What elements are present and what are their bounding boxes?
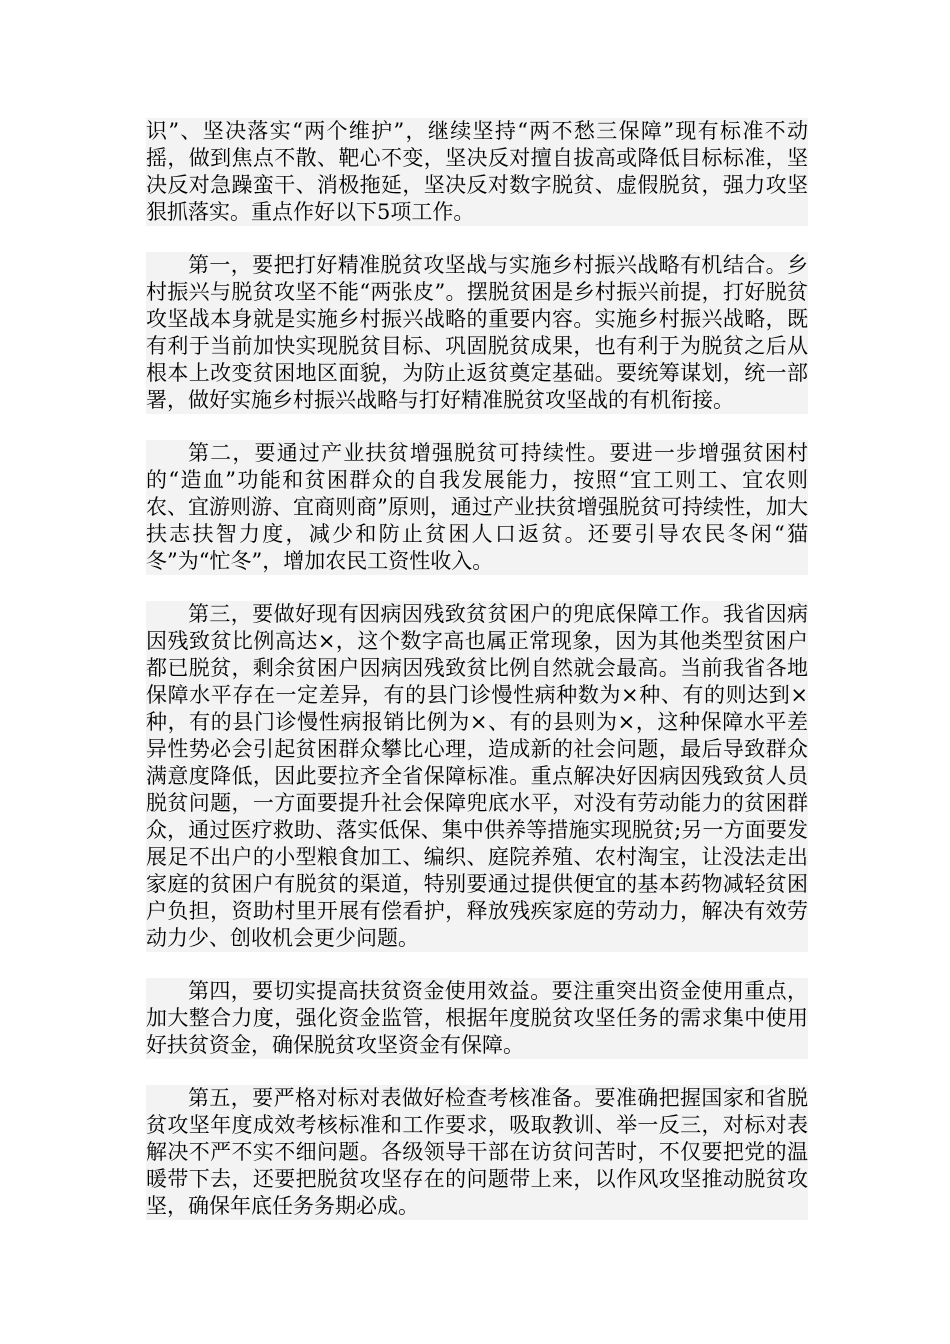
paragraph-point-five: 第五，要严格对标对表做好检查考核准备。要准确把握国家和省脱贫攻坚年度成效考核标准和工作要求，吸取教训、举一反三，对标对表解决不严不实不细问题。各级领导干部在访贫问苦时，不仅要把党的温暖带下去，还要把脱贫攻坚存在的问题带上来，以作风攻坚推动脱贫攻坚，确保年底任务务期必成。: [146, 1086, 808, 1218]
paragraph-point-three: 第三，要做好现有因病因残致贫贫困户的兜底保障工作。我省因病因残致贫比例高达×，这个数字高也属正常现象，因为其他类型贫困户都已脱贫，剩余贫困户因病因残致贫比例自然就会最高。当前我省各地保障水平存在一定差异，有的县门诊慢性病种数为×种、有的则达到×种，有的县门诊慢性病报销比例为×、有的县则为×，这种保障水平差异性势必会引起贫困群众攀比心理，造成新的社会问题，最后导致群众满意度降低，因此要拉齐全省保障标准。重点解决好因病因残致贫人员脱贫问题，一方面要提升社会保障兜底水平，对没有劳动能力的贫困群众，通过医疗救助、落实低保、集中供养等措施实现脱贫;另一方面要发展足不出户的小型粮食加工、编织、庭院养殖、农村淘宝，让没法走出家庭的贫困户有脱贫的渠道，特别要通过提供便宜的基本药物减轻贫困户负担，资助村里开展有偿看护，释放残疾家庭的劳动力，解决有效劳动力少、创收机会更少问题。: [146, 602, 808, 950]
paragraph-point-two: 第二，要通过产业扶贫增强脱贫可持续性。要进一步增强贫困村的“造血”功能和贫困群众的自我发展能力，按照“宜工则工、宜农则农、宜游则游、宜商则商”原则，通过产业扶贫增强脱贫可持续性，加大扶志扶智力度，减少和防止贫困人口返贫。还要引导农民冬闲“猫冬”为“忙冬”，增加农民工资性收入。: [146, 441, 808, 573]
document-body: [146, 118, 808, 1246]
paragraph-point-four: 第四，要切实提高扶贫资金使用效益。要注重突出资金使用重点，加大整合力度，强化资金监管，根据年度脱贫攻坚任务的需求集中使用好扶贫资金，确保脱贫攻坚资金有保障。: [146, 979, 808, 1057]
paragraph-point-one: 第一，要把打好精准脱贫攻坚战与实施乡村振兴战略有机结合。乡村振兴与脱贫攻坚不能“两张皮”。摆脱贫困是乡村振兴前提，打好脱贫攻坚战本身就是实施乡村振兴战略的重要内容。实施乡村振兴战略，既有利于当前加快实现脱贫目标、巩固脱贫成果，也有利于为脱贫之后从根本上改变贫困地区面貌，为防止返贫奠定基础。要统筹谋划，统一部署，做好实施乡村振兴战略与打好精准脱贫攻坚战的有机衔接。: [146, 253, 808, 412]
paragraph-continuation: 识”、坚决落实“两个维护”，继续坚持“两不愁三保障”现有标准不动摇，做到焦点不散、靶心不变，坚决反对擅自拔高或降低目标标准，坚决反对急躁蛮干、消极拖延，坚决反对数字脱贫、虚假脱贫，强力攻坚狠抓落实。重点作好以下5项工作。: [146, 119, 808, 224]
